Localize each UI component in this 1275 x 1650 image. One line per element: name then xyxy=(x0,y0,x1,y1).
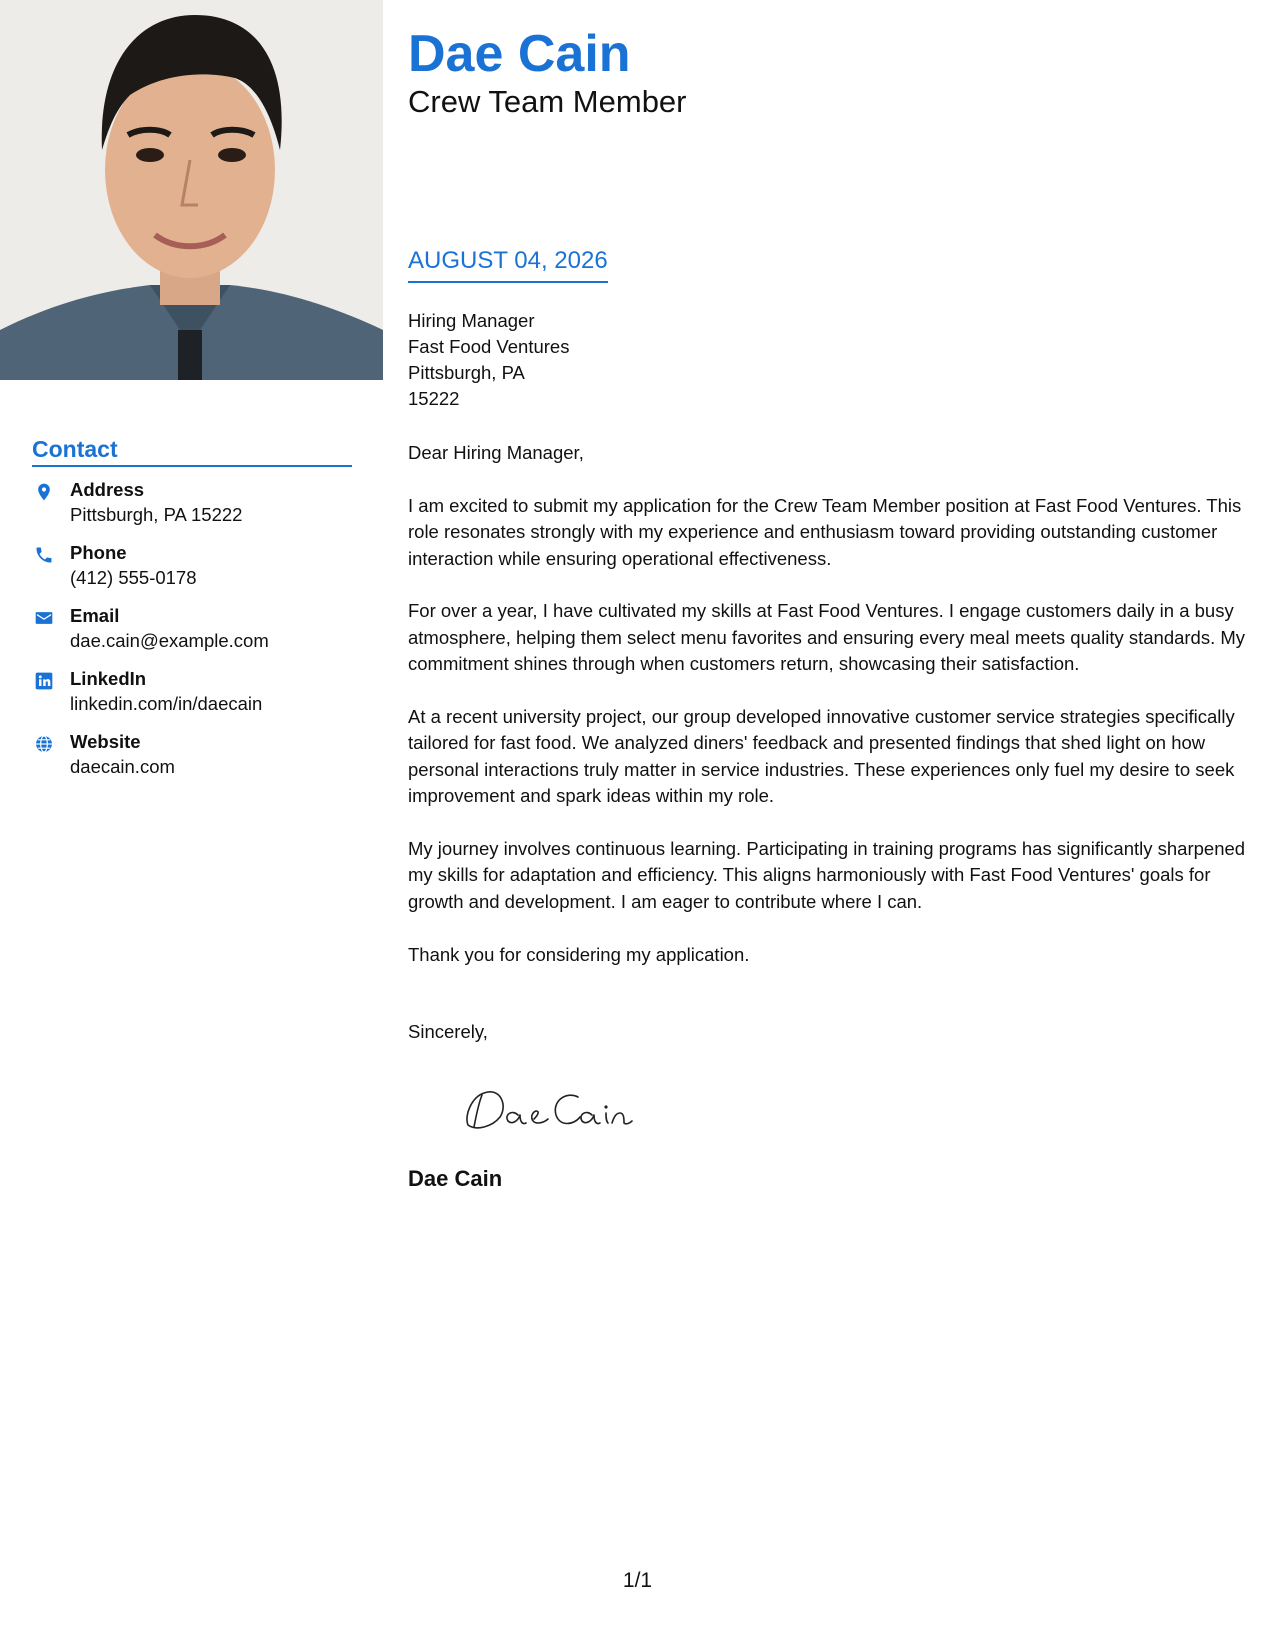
contact-label: Address xyxy=(70,479,145,500)
contact-label: Website xyxy=(70,731,141,752)
contact-label: Email xyxy=(70,605,120,626)
website-value[interactable]: daecain.com xyxy=(70,756,175,777)
phone-value: (412) 555-0178 xyxy=(70,567,197,588)
profile-photo xyxy=(0,0,383,380)
map-pin-icon xyxy=(34,482,54,502)
contact-sidebar xyxy=(32,436,352,792)
email-value[interactable]: dae.cain@example.com xyxy=(70,630,269,651)
globe-icon xyxy=(34,734,54,754)
closing: Sincerely, xyxy=(408,1021,488,1042)
contact-item-linkedin xyxy=(32,666,352,729)
recipient-line: Fast Food Ventures xyxy=(408,336,570,357)
salutation: Dear Hiring Manager, xyxy=(408,442,584,463)
address-value: Pittsburgh, PA 15222 xyxy=(70,504,243,525)
envelope-icon xyxy=(34,608,54,628)
phone-icon xyxy=(34,545,54,565)
recipient-block xyxy=(408,308,569,412)
contact-item-email xyxy=(32,603,352,666)
contact-label: Phone xyxy=(70,542,127,563)
contact-item-phone xyxy=(32,540,352,603)
page-number: 1/1 xyxy=(622,1569,653,1592)
signature-name: Dae Cain xyxy=(408,1166,503,1191)
linkedin-icon xyxy=(34,671,54,691)
letter-date: AUGUST 04, 2026 xyxy=(408,246,608,283)
contact-heading: Contact xyxy=(32,436,352,467)
recipient-line: Hiring Manager xyxy=(408,310,535,331)
letter-body xyxy=(408,440,1250,994)
recipient-line: Pittsburgh, PA xyxy=(408,362,525,383)
contact-item-address xyxy=(32,477,352,540)
letter-paragraph: At a recent university project, our group developed innovative customer service strategies specifically tailored for fast food. We analyzed diners' feedback and presented findings that shed light on how personal interactions truly matter in service industries. These experiences only fuel my desire to seek improvement and spark ideas within my role. xyxy=(408,706,1235,807)
handwritten-signature xyxy=(460,1075,640,1135)
letter-paragraph: My journey involves continuous learning. Participating in training programs has significantly sharpened my skills for adaptation and efficiency. This aligns harmoniously with Fast Food Ventures' goals for growth and development. I am eager to contribute where I can. xyxy=(408,838,1246,912)
letter-paragraph: Thank you for considering my application. xyxy=(408,943,750,965)
job-title: Crew Team Member xyxy=(408,84,687,119)
linkedin-value[interactable]: linkedin.com/in/daecain xyxy=(70,693,263,714)
letter-paragraph: I am excited to submit my application for the Crew Team Member position at Fast Food Ventures. This role resonates strongly with my experience and enthusiasm toward providing outstanding customer interaction while ensuring operational effectiveness. xyxy=(408,494,1242,569)
applicant-name: Dae Cain xyxy=(408,25,631,83)
contact-item-website xyxy=(32,729,352,792)
recipient-line: 15222 xyxy=(408,388,460,409)
contact-list xyxy=(32,477,352,792)
letter-paragraph: For over a year, I have cultivated my skills at Fast Food Ventures. I engage customers daily in a busy atmosphere, helping them select menu favorites and ensuring every meal meets quality standards. My commitment shines through when customers return, showcasing their satisfaction. xyxy=(408,600,1246,675)
contact-label: LinkedIn xyxy=(70,668,147,689)
